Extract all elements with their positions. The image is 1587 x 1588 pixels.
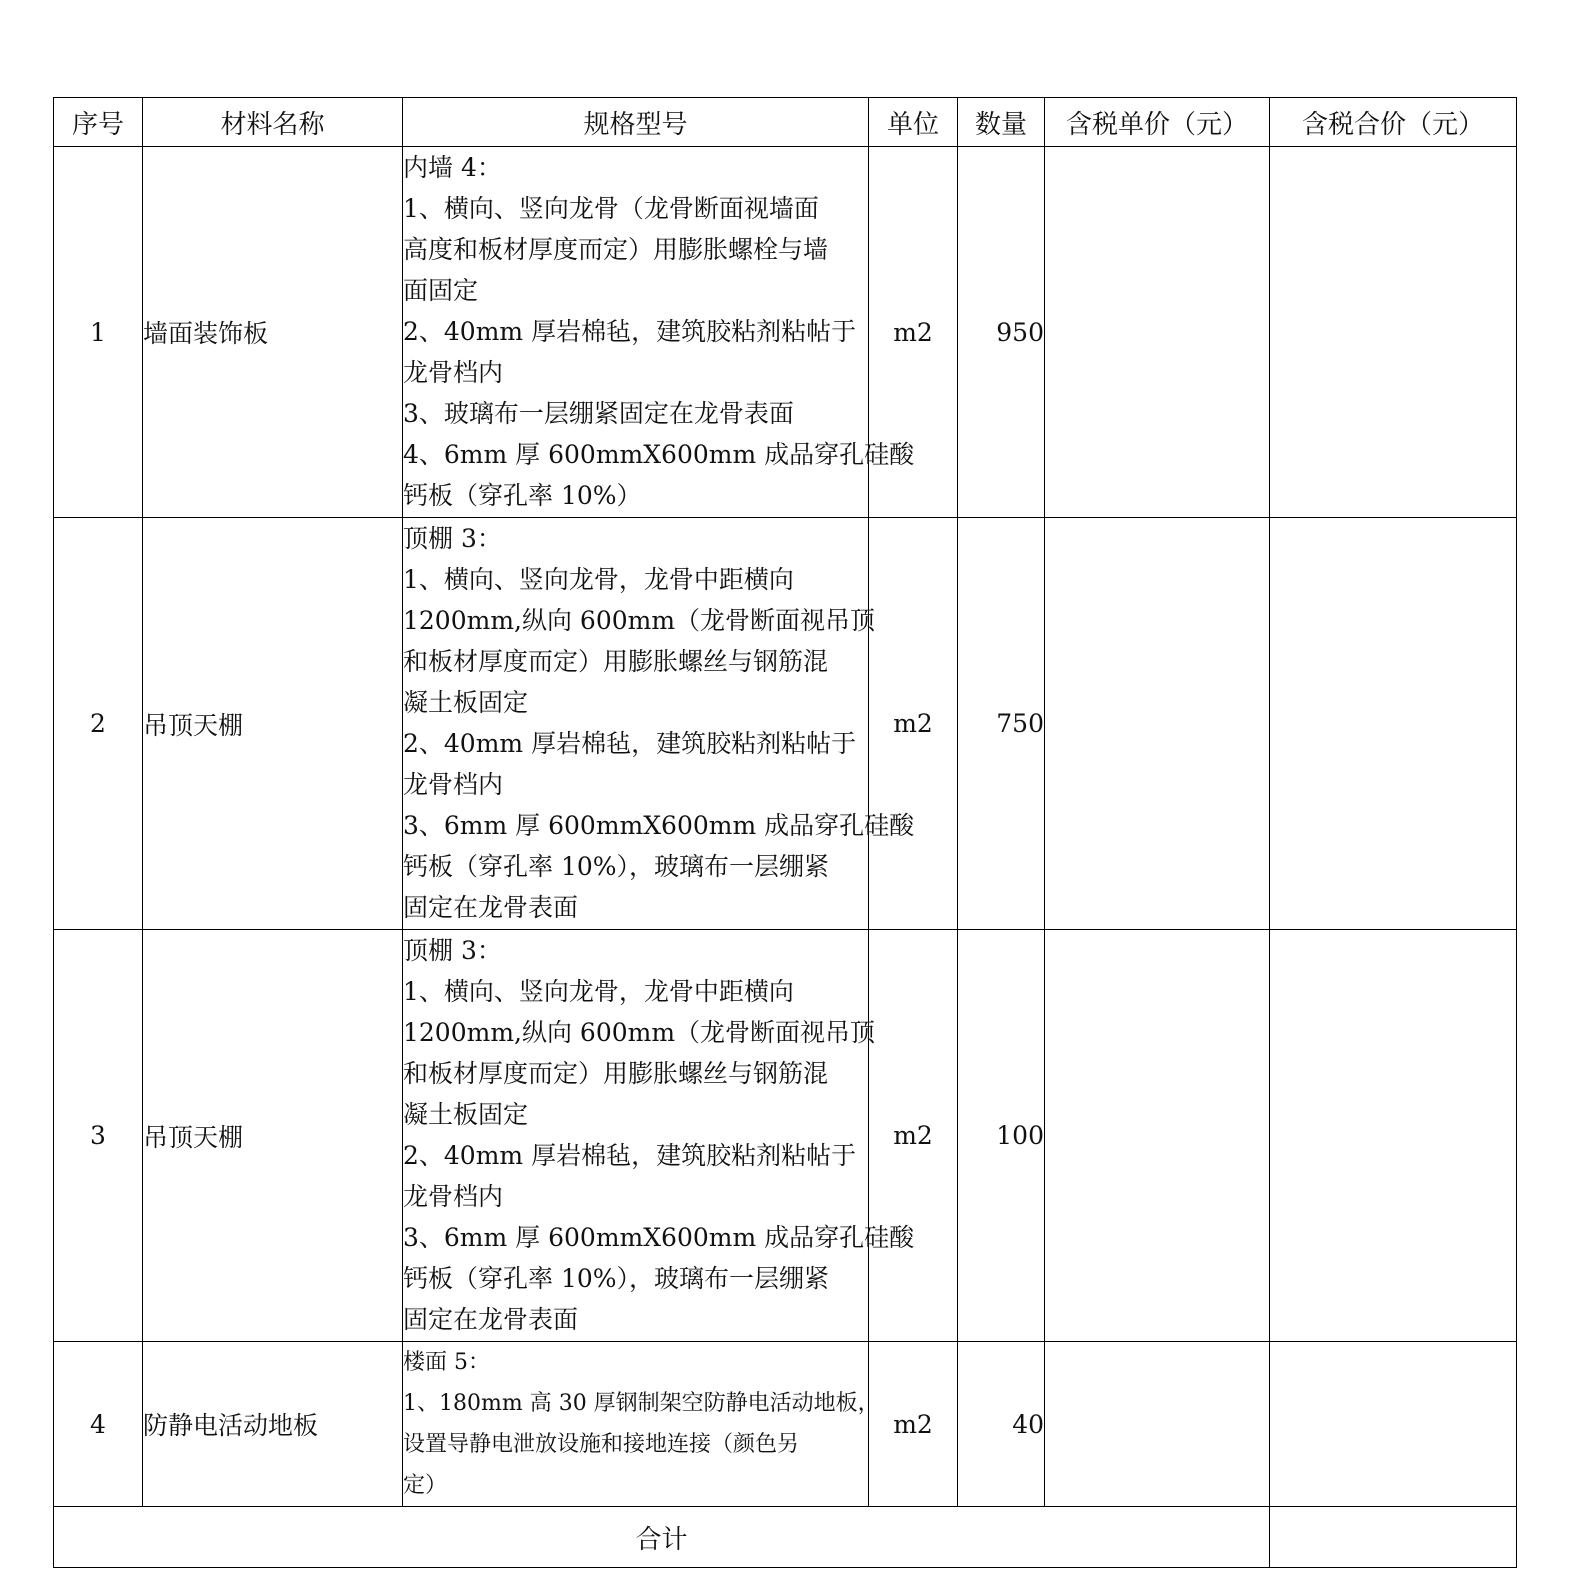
row-unit: m2 <box>869 518 958 930</box>
spec-line: 钙板（穿孔率 10%），玻璃布一层绷紧 <box>403 1264 830 1293</box>
row-material-name: 吊顶天棚 <box>143 518 403 930</box>
total-label: 合计 <box>54 1507 1270 1568</box>
row-unit: m2 <box>869 1342 958 1507</box>
spec-line: 顶棚 3： <box>403 524 502 553</box>
row-spec <box>403 1342 880 1507</box>
spec-line: 凝土板固定 <box>403 1100 529 1129</box>
spec-line: 2、40mm 厚岩棉毡，建筑胶粘剂粘帖于 <box>403 317 857 346</box>
spec-line: 1、横向、竖向龙骨，龙骨中距横向 <box>403 977 794 1006</box>
row-no: 4 <box>54 1342 143 1507</box>
spec-line: 3、6mm 厚 600mmX600mm 成品穿孔硅酸 <box>403 811 915 840</box>
spec-line: 高度和板材厚度而定）用膨胀螺栓与墙 <box>403 235 829 264</box>
table-row <box>54 1342 1517 1507</box>
spec-line: 龙骨档内 <box>403 1182 504 1211</box>
header-unit: 单位 <box>869 98 958 147</box>
header-spec: 规格型号 <box>403 98 869 147</box>
spec-line: 楼面 5： <box>403 1350 490 1375</box>
spec-line: 2、40mm 厚岩棉毡，建筑胶粘剂粘帖于 <box>403 729 857 758</box>
row-unit: m2 <box>869 930 958 1342</box>
header-row <box>54 98 1517 147</box>
row-no: 3 <box>54 930 143 1342</box>
table-row <box>54 147 1517 518</box>
total-value <box>1270 1507 1517 1568</box>
spec-line: 2、40mm 厚岩棉毡，建筑胶粘剂粘帖于 <box>403 1141 857 1170</box>
row-material-name: 墙面装饰板 <box>143 147 403 518</box>
spec-line: 定） <box>403 1473 448 1498</box>
row-unit-price <box>1045 518 1270 930</box>
spec-line: 顶棚 3： <box>403 936 502 965</box>
row-no: 1 <box>54 147 143 518</box>
row-qty: 750 <box>958 518 1045 930</box>
spec-line: 内墙 4： <box>403 153 502 182</box>
spec-line: 钙板（穿孔率 10%） <box>403 481 642 510</box>
header-name: 材料名称 <box>143 98 403 147</box>
header-no: 序号 <box>54 98 143 147</box>
row-qty: 950 <box>958 147 1045 518</box>
row-material-name: 防静电活动地板 <box>143 1342 403 1507</box>
row-unit: m2 <box>869 147 958 518</box>
spec-line: 和板材厚度而定）用膨胀螺丝与钢筋混 <box>403 647 829 676</box>
spec-line: 4、6mm 厚 600mmX600mm 成品穿孔硅酸 <box>403 440 915 469</box>
spec-line: 1、180mm 高 30 厚钢制架空防静电活动地板， <box>403 1391 880 1416</box>
spec-line: 钙板（穿孔率 10%），玻璃布一层绷紧 <box>403 852 830 881</box>
spec-line: 固定在龙骨表面 <box>403 1305 579 1334</box>
row-total-price <box>1270 930 1517 1342</box>
header-unit-price: 含税单价（元） <box>1045 98 1270 147</box>
spec-line: 面固定 <box>403 276 479 305</box>
spec-line: 龙骨档内 <box>403 358 504 387</box>
spec-line: 1200mm,纵向 600mm（龙骨断面视吊顶 <box>403 606 876 635</box>
row-total-price <box>1270 147 1517 518</box>
row-unit-price <box>1045 930 1270 1342</box>
header-qty: 数量 <box>958 98 1045 147</box>
spec-line: 龙骨档内 <box>403 770 504 799</box>
row-no: 2 <box>54 518 143 930</box>
total-row <box>54 1507 1517 1568</box>
materials-table <box>53 97 1517 1568</box>
row-qty: 100 <box>958 930 1045 1342</box>
spec-line: 1200mm,纵向 600mm（龙骨断面视吊顶 <box>403 1018 876 1047</box>
row-total-price <box>1270 518 1517 930</box>
row-qty: 40 <box>958 1342 1045 1507</box>
row-material-name: 吊顶天棚 <box>143 930 403 1342</box>
spec-line: 1、横向、竖向龙骨，龙骨中距横向 <box>403 565 794 594</box>
spec-line: 3、6mm 厚 600mmX600mm 成品穿孔硅酸 <box>403 1223 915 1252</box>
spec-line: 设置导静电泄放设施和接地连接（颜色另 <box>403 1432 800 1457</box>
row-total-price <box>1270 1342 1517 1507</box>
table-row <box>54 518 1517 930</box>
header-total-price: 含税合价（元） <box>1270 98 1517 147</box>
spec-line: 1、横向、竖向龙骨（龙骨断面视墙面 <box>403 194 819 223</box>
row-unit-price <box>1045 1342 1270 1507</box>
spec-line: 凝土板固定 <box>403 688 529 717</box>
row-unit-price <box>1045 147 1270 518</box>
table-row <box>54 930 1517 1342</box>
spec-line: 固定在龙骨表面 <box>403 893 579 922</box>
spec-line: 3、玻璃布一层绷紧固定在龙骨表面 <box>403 399 794 428</box>
spec-line: 和板材厚度而定）用膨胀螺丝与钢筋混 <box>403 1059 829 1088</box>
